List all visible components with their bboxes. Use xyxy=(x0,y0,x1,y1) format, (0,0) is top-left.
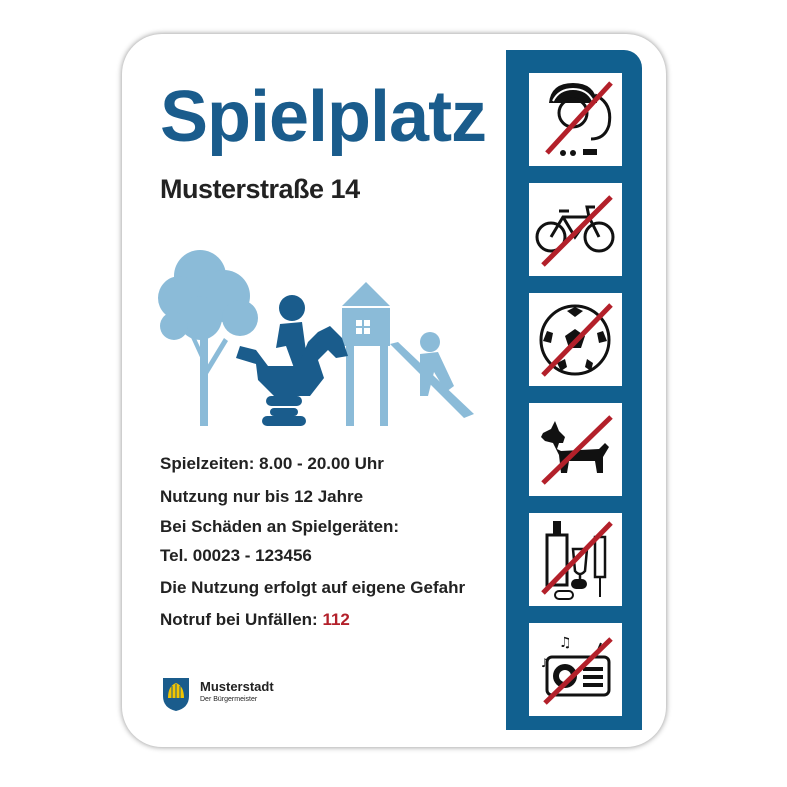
phone-number: Tel. 00023 - 123456 xyxy=(160,546,312,565)
age-limit: Nutzung nur bis 12 Jahre xyxy=(160,487,364,506)
tree-icon xyxy=(158,250,258,426)
prohibition-tile-alcohol-drugs xyxy=(529,513,622,606)
town-name: Musterstadt xyxy=(200,679,274,694)
authority-name: Der Bürgermeister xyxy=(200,696,258,703)
playground-sign xyxy=(122,34,666,747)
svg-text:♫: ♫ xyxy=(559,635,572,651)
town-crest-icon xyxy=(162,676,190,712)
prohibition-tile-skating xyxy=(529,73,622,166)
damage-notice: Bei Schäden an Spielgeräten: xyxy=(160,517,400,536)
prohibition-tile-radio xyxy=(529,623,622,716)
opening-hours: Spielzeiten: 8.00 - 20.00 Uhr xyxy=(160,454,384,473)
sign-title: Spielplatz xyxy=(160,77,487,157)
emergency-number: 112 xyxy=(322,610,350,629)
liability-notice: Die Nutzung erfolgt auf eigene Gefahr xyxy=(160,578,466,597)
emergency-line xyxy=(160,609,350,631)
emergency-label: Notruf bei Unfällen: xyxy=(160,610,318,629)
football-prohibited-icon xyxy=(529,293,622,386)
slide-tower-icon xyxy=(342,282,474,426)
prohibition-tile-dog xyxy=(529,403,622,496)
sign-address: Musterstraße 14 xyxy=(160,174,360,204)
prohibition-tile-football xyxy=(529,293,622,386)
svg-text:♪: ♪ xyxy=(541,656,549,670)
prohibition-panel xyxy=(506,50,642,730)
inline-skating-prohibited-icon xyxy=(529,73,622,166)
radio-music-prohibited-icon xyxy=(529,623,622,716)
dog-prohibited-icon xyxy=(529,403,622,496)
playground-illustration xyxy=(158,246,480,426)
prohibition-tile-bicycle xyxy=(529,183,622,276)
bicycle-prohibited-icon xyxy=(529,183,622,276)
alcohol-drugs-prohibited-icon xyxy=(529,513,622,606)
